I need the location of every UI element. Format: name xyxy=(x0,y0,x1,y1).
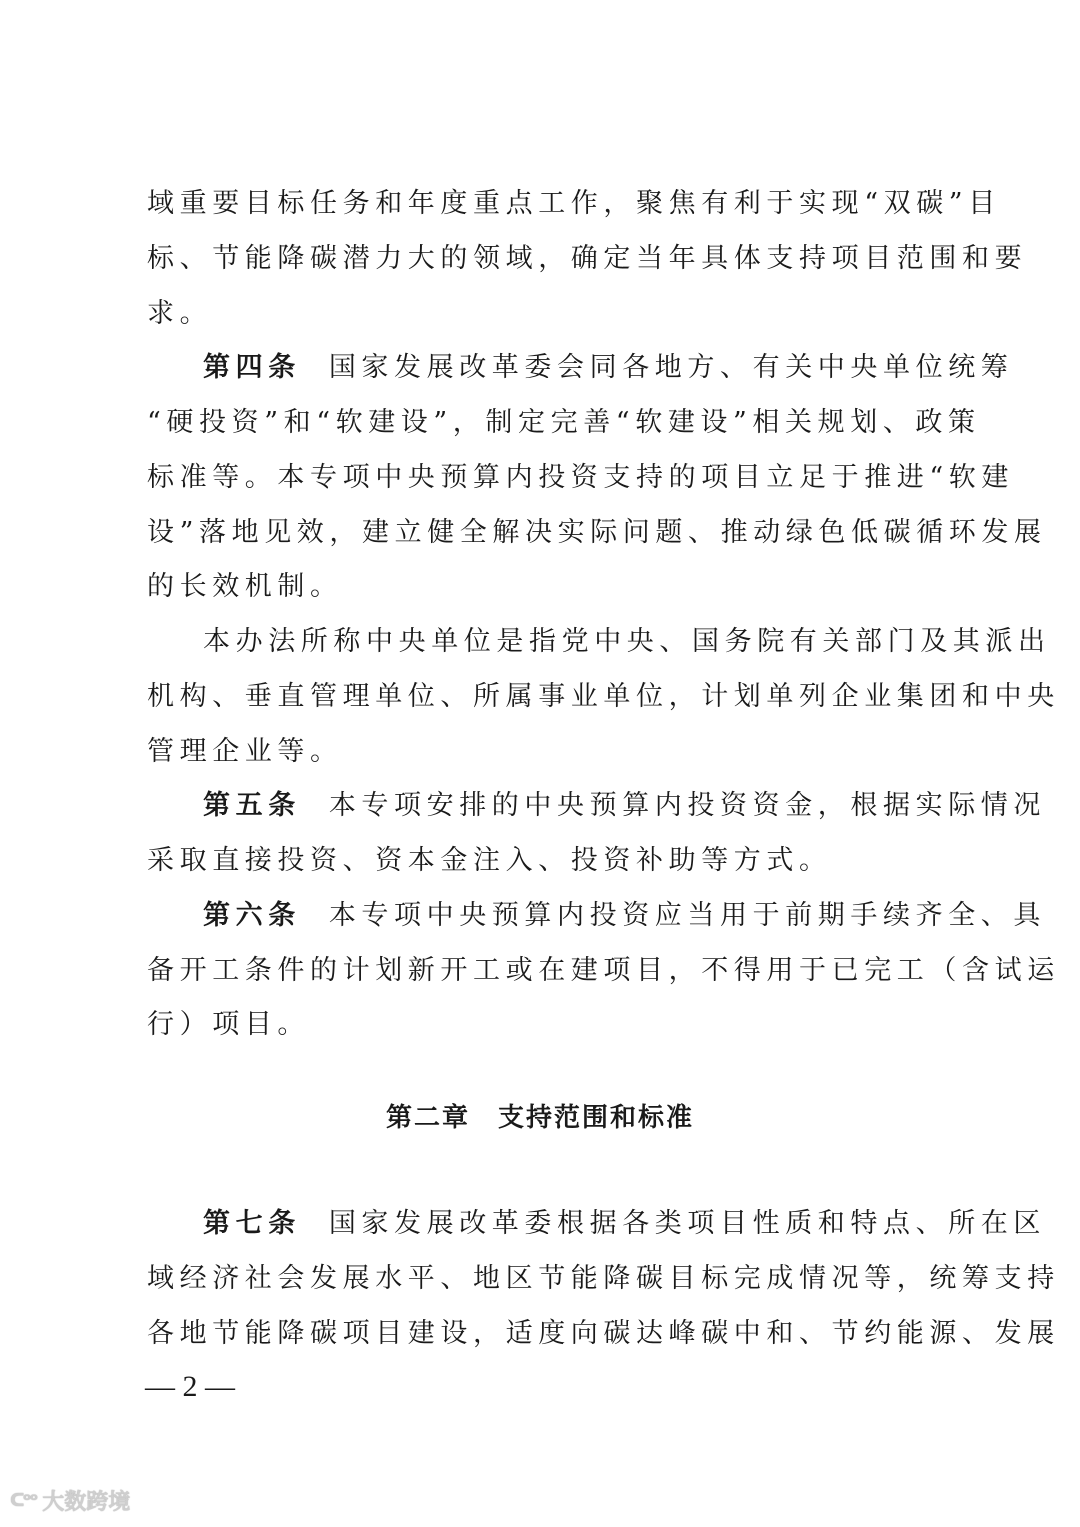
article-4-line: 第四条 国家发展改革委会同各地方、有关中央单位统筹 xyxy=(203,352,1014,383)
text-line: “硬投资”和“软建设”，制定完善“软建设”相关规划、政策 xyxy=(147,407,981,438)
text-line: 域重要目标任务和年度重点工作，聚焦有利于实现“双碳”目 xyxy=(147,188,1001,219)
article-6-line: 第六条 本专项中央预算内投资应当用于前期手续齐全、具 xyxy=(203,900,1047,931)
text-line: 的长效机制。 xyxy=(147,571,343,602)
watermark-logo-icon: ᑕᵒᵒ xyxy=(10,1490,37,1511)
article-label: 第七条 xyxy=(203,1208,301,1239)
text-line: 机构、垂直管理单位、所属事业单位，计划单列企业集团和中央 xyxy=(147,681,1060,712)
watermark-text: 大数跨境 xyxy=(42,1490,131,1515)
chapter-heading xyxy=(0,1097,1080,1134)
article-label: 第五条 xyxy=(203,790,301,821)
text-line: 标准等。本专项中央预算内投资支持的项目立足于推进“软建 xyxy=(147,462,1015,493)
text-line: 各地节能降碳项目建设，适度向碳达峰碳中和、节约能源、发展 xyxy=(147,1318,1060,1349)
text-line: 本办法所称中央单位是指党中央、国务院有关部门及其派出 xyxy=(203,626,1051,657)
article-label: 第四条 xyxy=(203,352,301,383)
text-line: 标、节能降碳潜力大的领域，确定当年具体支持项目范围和要 xyxy=(147,243,1028,274)
text-line: 管理企业等。 xyxy=(147,736,343,767)
text-line: 设”落地见效，建立健全解决实际问题、推动绿色低碳循环发展 xyxy=(147,517,1047,548)
article-label: 第六条 xyxy=(203,900,301,931)
article-7-line: 第七条 国家发展改革委根据各类项目性质和特点、所在区 xyxy=(203,1208,1047,1239)
text-line: 域经济社会发展水平、地区节能降碳目标完成情况等，统筹支持 xyxy=(147,1263,1060,1294)
text-line: 备开工条件的计划新开工或在建项目，不得用于已完工（含试运 xyxy=(147,955,1060,986)
text-line: 行）项目。 xyxy=(147,1009,310,1040)
page-number: — 2 — xyxy=(145,1370,235,1403)
text-line: 求。 xyxy=(147,298,213,329)
chapter-number: 第二章 xyxy=(385,1103,470,1133)
chapter-title: 支持范围和标准 xyxy=(498,1103,695,1133)
text-line: 采取直接投资、资本金注入、投资补助等方式。 xyxy=(147,845,832,876)
watermark xyxy=(10,1485,130,1516)
article-5-line: 第五条 本专项安排的中央预算内投资资金，根据实际情况 xyxy=(203,790,1047,821)
